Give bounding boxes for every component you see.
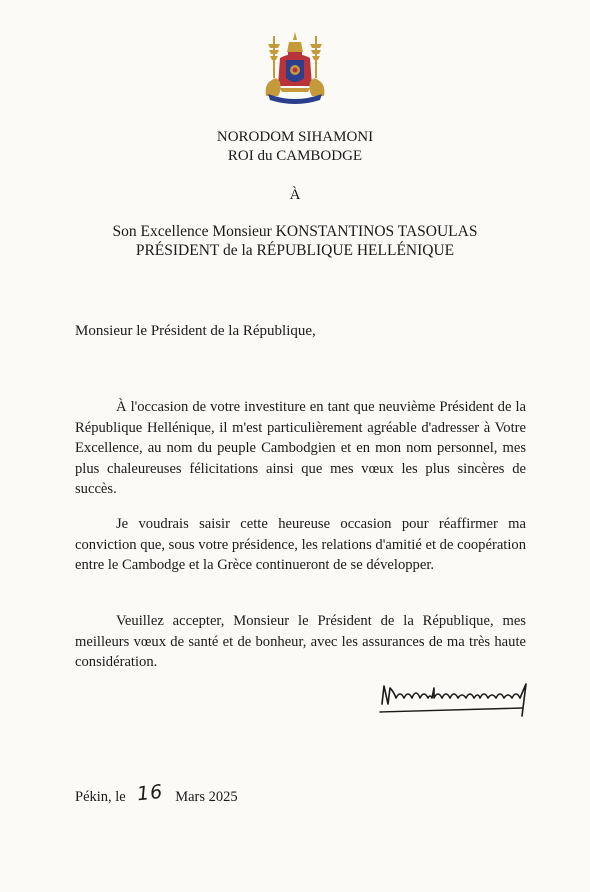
month-year: Mars 2025 [175,789,238,805]
sender-name: NORODOM SIHAMONI [216,129,374,145]
recipient-block [0,222,590,260]
royal-coat-of-arms-icon [260,30,330,108]
sender-block [0,128,590,166]
place-date-line [75,780,238,806]
to-marker: À [289,187,301,203]
salutation: Monsieur le Président de la République, [75,323,316,339]
body-paragraph-1: À l'occasion de votre investiture en tant que neuvième Président de la République Hellénique, il m'est particulièrement agréable d'adresser à Votre Excellence, au nom du peuple Cambodgien et en mon nom personnel, mes plus chaleureuses félicitations ainsi que mes vœux les plus sincères de succès. [75,399,526,497]
recipient-line1: Son Excellence Monsieur KONSTANTINOS TASOULAS [112,223,478,240]
body-paragraph-3: Veuillez accepter, Monsieur le Président de la République, mes meilleurs vœux de santé et de bonheur, avec les assurances de ma très haute considération. [75,613,526,670]
recipient-line2: PRÉSIDENT de la RÉPUBLIQUE HELLÉNIQUE [135,242,455,259]
handwritten-day: 16 [136,780,165,806]
handwritten-signature [376,680,546,730]
place-prefix: Pékin, le [75,789,126,805]
body-paragraph-2: Je voudrais saisir cette heureuse occasion pour réaffirmer ma conviction que, sous votre présidence, les relations d'amitié et de coopération entre le Cambodge et la Grèce continueront de se développer. [75,516,526,573]
sender-title: ROI du CAMBODGE [227,148,363,164]
